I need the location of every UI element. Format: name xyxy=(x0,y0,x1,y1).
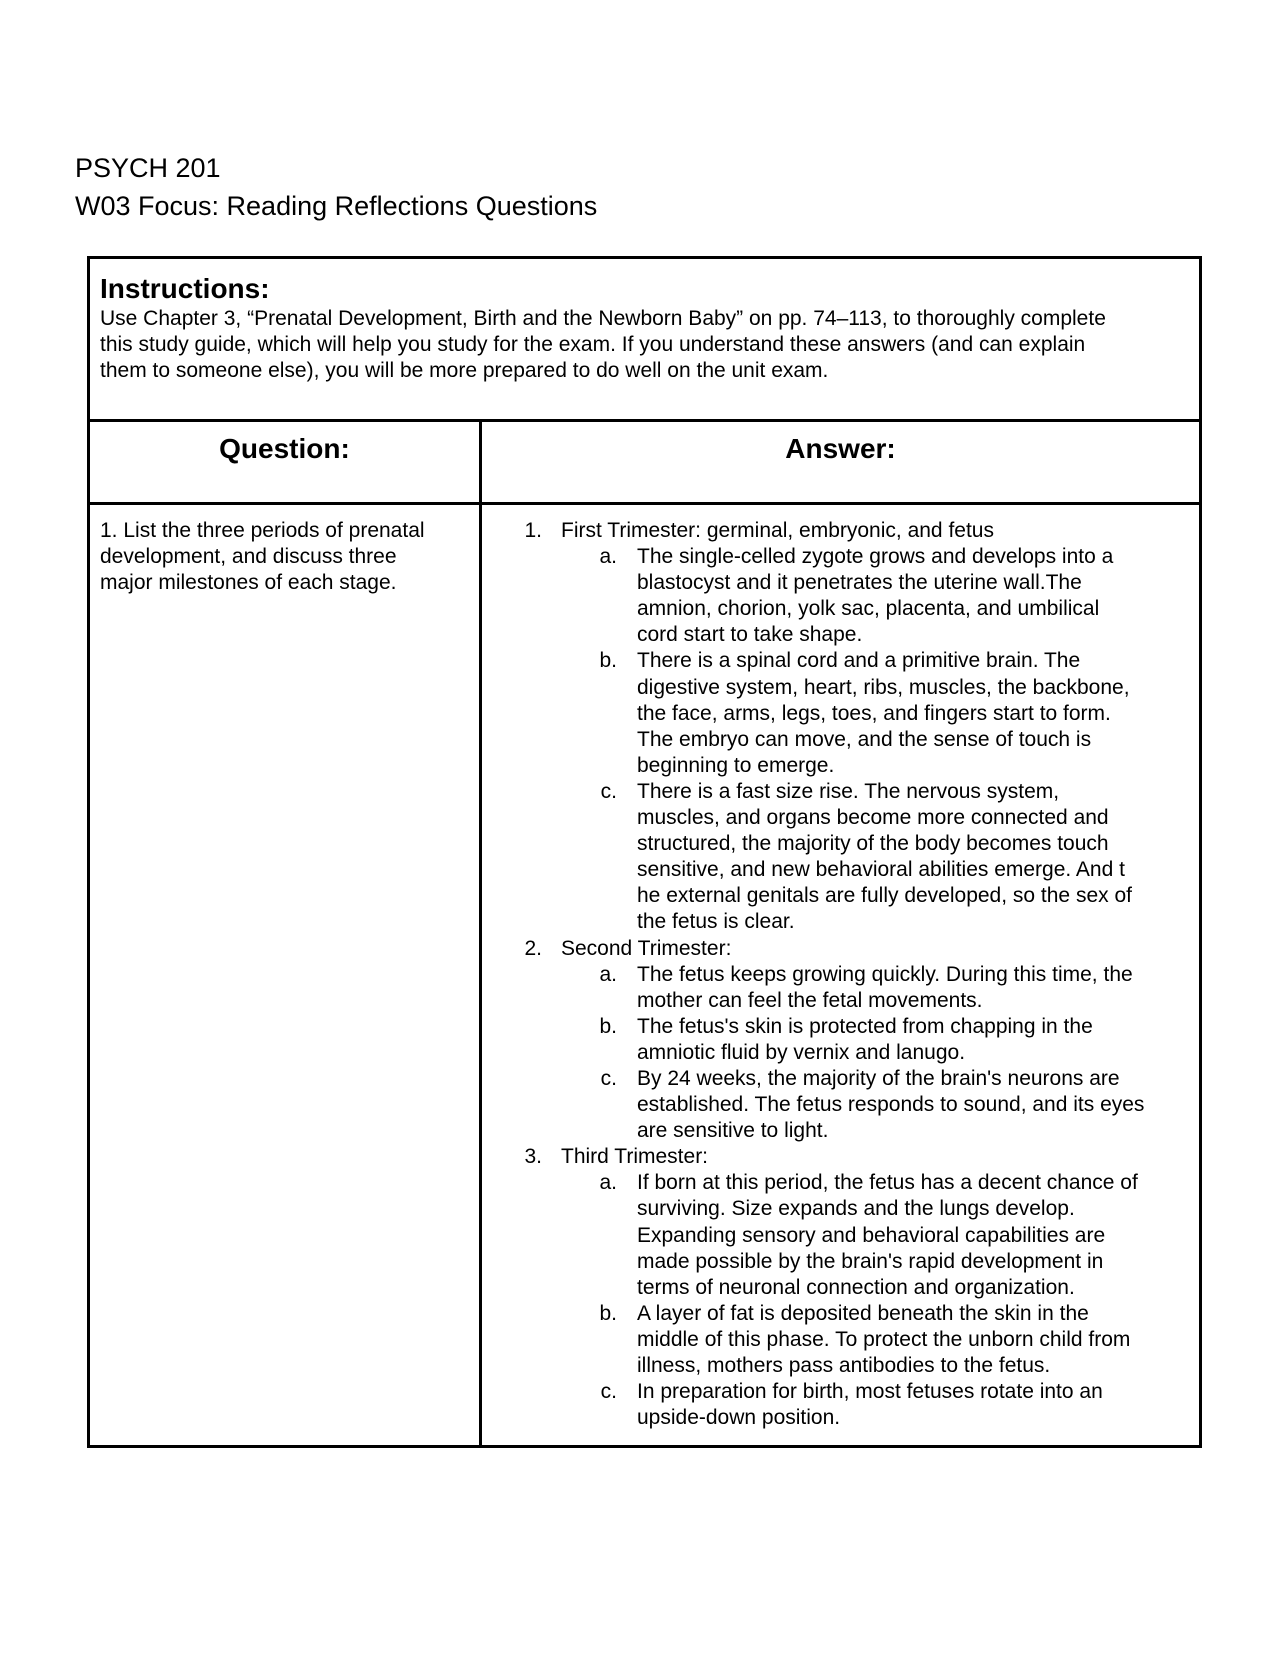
milestone-line: made possible by the brain's rapid development in xyxy=(637,1249,1104,1273)
table-header-row xyxy=(90,422,1199,505)
study-guide-table xyxy=(87,256,1202,1448)
milestone-line: amniotic fluid by vernix and lanugo. xyxy=(637,1040,966,1064)
milestone-letter: b. xyxy=(599,1301,617,1325)
milestone-item xyxy=(482,1301,1199,1379)
answer-column-header: Answer: xyxy=(785,433,896,464)
milestone-line: structured, the majority of the body becomes touch xyxy=(637,832,1109,856)
milestone-line: There is a spinal cord and a primitive brain. The xyxy=(637,649,1081,673)
milestone-item xyxy=(482,544,1199,648)
milestone-letter: b. xyxy=(599,1014,617,1038)
milestone-line: There is a fast size rise. The nervous system, xyxy=(637,779,1060,803)
period-number: 2. xyxy=(524,936,542,960)
milestone-line: surviving. Size expands and the lungs develop. xyxy=(637,1197,1075,1221)
milestone-letter: a. xyxy=(599,962,617,986)
question-column-header: Question: xyxy=(90,422,482,502)
milestone-item xyxy=(482,1170,1199,1300)
milestone-text xyxy=(637,1066,1199,1144)
milestone-text xyxy=(637,962,1199,1014)
milestone-text xyxy=(637,779,1199,936)
question-cell xyxy=(90,505,482,1445)
milestone-line: In preparation for birth, most fetuses rotate into an xyxy=(637,1380,1103,1404)
milestone-line: he external genitals are fully developed, so the sex of xyxy=(637,884,1132,908)
milestone-line: illness, mothers pass antibodies to the fetus. xyxy=(637,1354,1051,1377)
milestone-line: terms of neuronal connection and organization. xyxy=(637,1275,1075,1299)
milestone-item xyxy=(482,1014,1199,1066)
question-line: major milestones of each stage. xyxy=(100,571,397,594)
course-title: PSYCH 201 xyxy=(75,153,221,183)
milestone-line: muscles, and organs become more connected and xyxy=(637,806,1109,830)
milestone-line: digestive system, heart, ribs, muscles, the backbone, xyxy=(637,675,1130,699)
period-label: First Trimester: germinal, embryonic, and fetus xyxy=(561,519,994,542)
instructions-heading: Instructions: xyxy=(100,273,270,304)
milestone-text xyxy=(637,1379,1199,1431)
milestone-letter: a. xyxy=(599,1171,617,1195)
milestone-line: the fetus is clear. xyxy=(637,910,795,934)
milestone-line: A layer of fat is deposited beneath the skin in the xyxy=(637,1301,1089,1325)
milestone-letter: c. xyxy=(600,779,617,803)
milestone-text xyxy=(637,1301,1199,1379)
question-line: 1. List the three periods of prenatal xyxy=(100,519,425,542)
milestone-line: beginning to emerge. xyxy=(637,753,835,777)
instructions-line: this study guide, which will help you study for the exam. If you understand these answers (and can explain xyxy=(100,333,1086,356)
milestone-line: mother can feel the fetal movements. xyxy=(637,988,983,1012)
period-label: Third Trimester: xyxy=(561,1145,709,1169)
period-item xyxy=(482,936,1199,962)
period-item xyxy=(482,1144,1199,1170)
milestone-line: Expanding sensory and behavioral capabilities are xyxy=(637,1223,1106,1247)
milestone-line: The fetus's skin is protected from chapping in the xyxy=(637,1014,1093,1038)
milestone-item xyxy=(482,1379,1199,1431)
milestone-line: are sensitive to light. xyxy=(637,1119,829,1143)
period-label: Second Trimester: xyxy=(561,936,732,960)
instructions-line: Use Chapter 3, “Prenatal Development, Birth and the Newborn Baby” on pp. 74–113, to thoroughly complete xyxy=(100,307,1106,330)
milestone-item xyxy=(482,1066,1199,1144)
milestone-letter: c. xyxy=(600,1066,617,1090)
milestone-line: amnion, chorion, yolk sac, placenta, and umbilical xyxy=(637,597,1100,621)
milestone-line: If born at this period, the fetus has a decent chance of xyxy=(637,1171,1138,1195)
question-line: development, and discuss three xyxy=(100,545,397,568)
milestone-line: middle of this phase. To protect the unborn child from xyxy=(637,1327,1131,1351)
milestone-line: upside-down position. xyxy=(637,1406,841,1430)
instructions-box xyxy=(90,259,1199,422)
milestone-line: the face, arms, legs, toes, and fingers start to form. xyxy=(637,701,1111,725)
instructions-text xyxy=(100,306,1189,384)
milestone-line: established. The fetus responds to sound, and its eyes xyxy=(637,1093,1145,1117)
instructions-line: them to someone else), you will be more prepared to do well on the unit exam. xyxy=(100,359,829,382)
milestone-text xyxy=(637,544,1199,648)
milestone-text xyxy=(637,648,1199,778)
milestone-line: sensitive, and new behavioral abilities emerge. And t xyxy=(637,858,1125,882)
milestone-line: cord start to take shape. xyxy=(637,623,863,647)
period-item xyxy=(482,518,1199,544)
milestone-line: blastocyst and it penetrates the uterine wall.The xyxy=(637,571,1082,595)
milestone-line: The embryo can move, and the sense of touch is xyxy=(637,727,1092,751)
period-number: 3. xyxy=(524,1145,542,1169)
milestone-line: By 24 weeks, the majority of the brain's neurons are xyxy=(637,1066,1120,1090)
milestone-letter: a. xyxy=(599,545,617,569)
table-row xyxy=(90,505,1199,1445)
period-number: 1. xyxy=(524,519,542,542)
milestone-line: The fetus keeps growing quickly. During this time, the xyxy=(637,962,1133,986)
milestone-item xyxy=(482,779,1199,936)
milestone-letter: c. xyxy=(600,1380,617,1404)
milestone-text xyxy=(637,1170,1199,1300)
milestone-text xyxy=(637,1014,1199,1066)
milestone-item xyxy=(482,962,1199,1014)
milestone-letter: b. xyxy=(599,649,617,673)
answer-cell xyxy=(482,505,1199,1445)
milestone-item xyxy=(482,648,1199,778)
assignment-title: W03 Focus: Reading Reflections Questions xyxy=(75,191,598,221)
milestone-line: The single-celled zygote grows and develops into a xyxy=(637,545,1114,569)
